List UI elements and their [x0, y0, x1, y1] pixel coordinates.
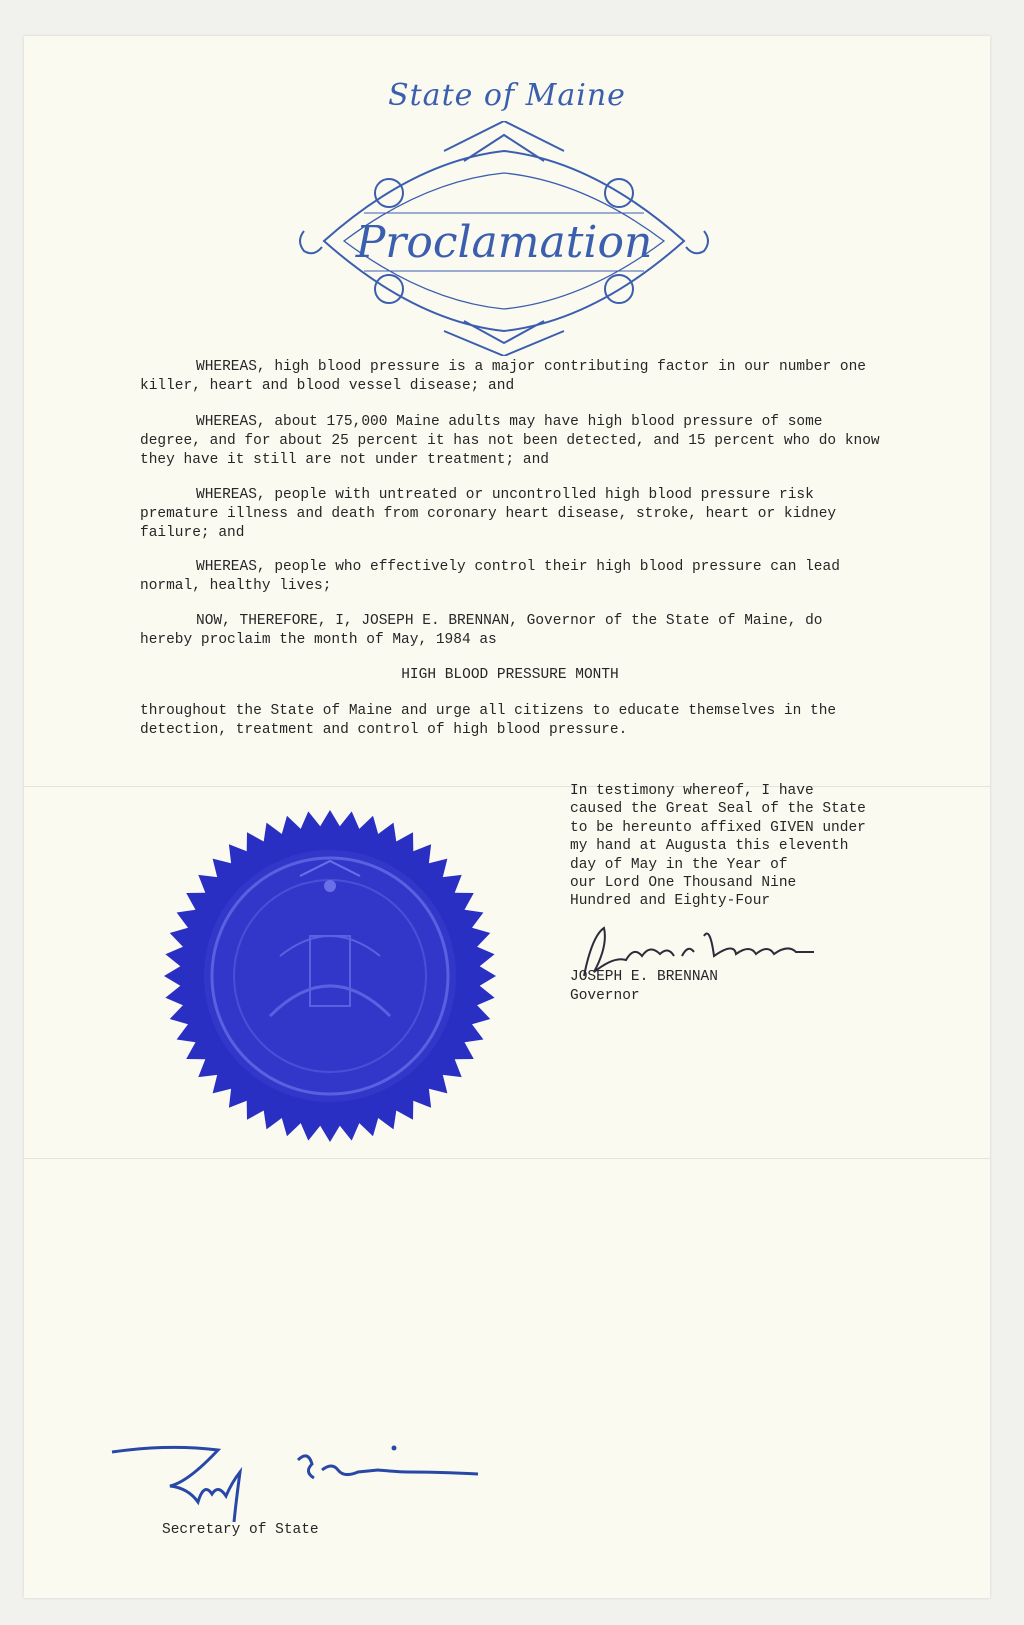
therefore-paragraph: NOW, THEREFORE, I, JOSEPH E. BRENNAN, Governor of the State of Maine, do hereby proclaim the month of May, 1984 as [140, 613, 823, 648]
great-seal [160, 806, 500, 1146]
proclamation-word: Proclamation [355, 217, 653, 268]
governor-title: Governor [570, 988, 640, 1004]
whereas-paragraph-3: WHEREAS, people with untreated or uncontrolled high blood pressure risk premature illness and death from coronary heart disease, stroke, heart or kidney failure; and [140, 487, 837, 541]
proclamation-title: HIGH BLOOD PRESSURE MONTH [401, 667, 619, 683]
proclamation-sheet [24, 36, 990, 1598]
testimony-clause: In testimony whereof, I have caused the Great Seal of the State to be hereunto affixed GIVEN under my hand at Augusta this eleventh day of May in the Year of our Lord One Thousand Nine Hundred and Eighty-Four [570, 783, 866, 910]
whereas-paragraph-1: WHEREAS, high blood pressure is a major contributing factor in our number one killer, heart and blood vessel disease; and [140, 359, 867, 394]
governor-block [570, 968, 870, 1006]
whereas-paragraph-2: WHEREAS, about 175,000 Maine adults may have high blood pressure of some degree, and for about 25 percent it has not been detected, and 15 percent who do know they have it still are not under treatment; and [140, 414, 880, 468]
governor-name: JOSEPH E. BRENNAN [570, 969, 718, 985]
proclamation-crest [294, 121, 714, 356]
closing-paragraph: throughout the State of Maine and urge all citizens to educate themselves in the detection, treatment and control of high blood pressure. [140, 703, 837, 738]
secretary-of-state-label: Secretary of State [162, 1522, 319, 1538]
fold-line [24, 1158, 990, 1159]
state-heading: State of Maine [388, 78, 626, 113]
whereas-paragraph-4: WHEREAS, people who effectively control their high blood pressure can lead normal, healthy lives; [140, 559, 840, 594]
secretary-signature [108, 1442, 498, 1532]
